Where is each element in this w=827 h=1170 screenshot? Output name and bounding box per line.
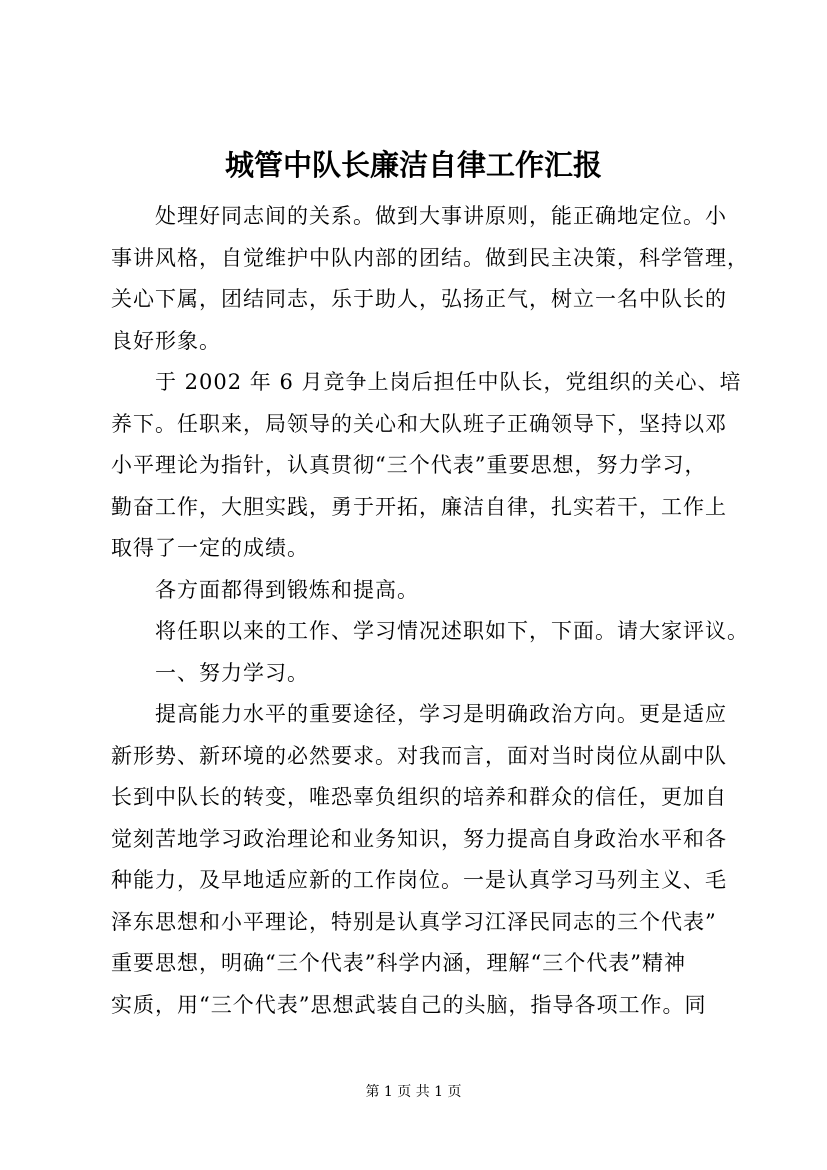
body-line: 养下。任职来，局领导的关心和大队班子正确领导下，坚持以邓 [111,411,727,436]
body-line: 种能力，及早地适应新的工作岗位。一是认真学习马列主义、毛 [111,868,727,892]
body-line: 小平理论为指针，认真贯彻“三个代表”重要思想，努力学习， [111,453,707,477]
body-line: 处理好同志间的关系。做到大事讲原则，能正确地定位。小 [111,204,727,228]
body-line: 实质，用“三个代表”思想武装自己的头脑，指导各项工作。同 [111,992,707,1017]
document-title: 城管中队长廉洁自律工作汇报 [224,148,602,182]
body-line: 良好形象。 [111,328,221,353]
page-footer: 第 1 页 共 1 页 [365,1084,462,1100]
body-line: 事讲风格，自觉维护中队内部的团结。做到民主决策，科学管理， [111,245,749,270]
body-line: 勤奋工作，大胆实践，勇于开拓，廉洁自律，扎实若干，工作上 [111,494,727,519]
body-line: 将任职以来的工作、学习情况述职如下，下面。请大家评议。 [111,619,749,643]
document-body [111,196,749,1026]
body-line: 提高能力水平的重要途径，学习是明确政治方向。更是适应 [111,702,727,726]
body-line: 新形势、新环境的必然要求。对我而言，面对当时岗位从副中队 [111,743,727,768]
body-line: 于 2002 年 6 月竞争上岗后担任中队长，党组织的关心、培 [111,370,742,394]
body-line: 泽东思想和小平理论，特别是认真学习江泽民同志的三个代表” [111,909,717,934]
body-line: 一、努力学习。 [111,660,309,685]
body-line: 关心下属，团结同志，乐于助人，弘扬正气，树立一名中队长的 [111,287,727,311]
body-line: 长到中队长的转变，唯恐辜负组织的培养和群众的信任，更加自 [111,785,727,809]
body-line: 各方面都得到锻炼和提高。 [111,577,419,602]
body-line: 取得了一定的成绩。 [111,536,309,560]
body-line: 觉刻苦地学习政治理论和业务知识，努力提高自身政治水平和各 [111,826,727,851]
body-line: 重要思想，明确“三个代表”科学内涵，理解“三个代表”精神 [111,951,686,975]
